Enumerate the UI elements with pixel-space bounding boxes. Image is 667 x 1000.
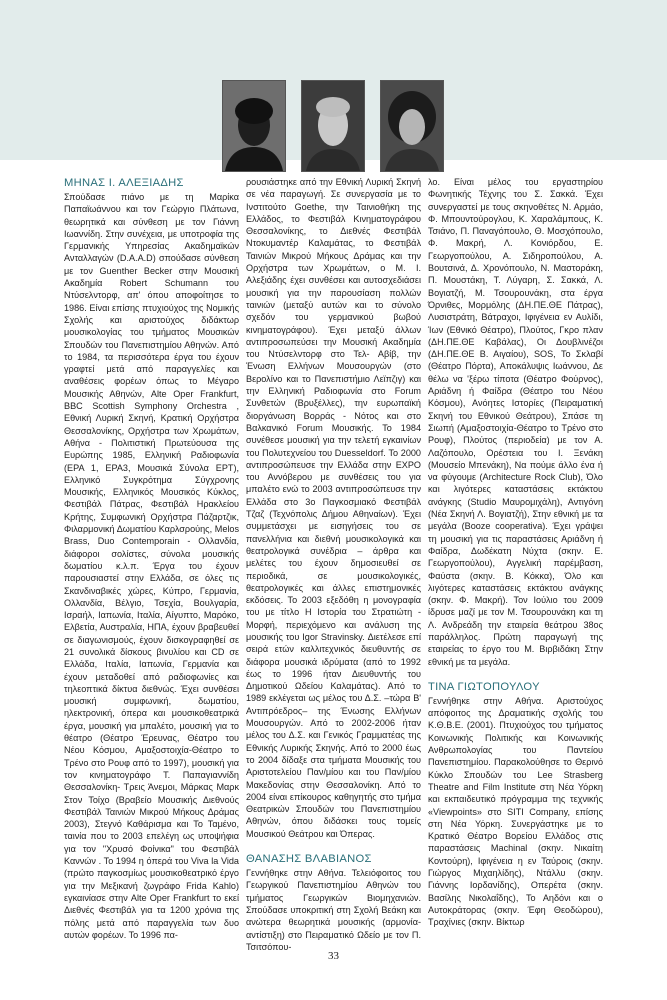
- text-column-3: [428, 176, 603, 929]
- bio-text-tina-giotopoulou: Γεννήθηκε στην Αθήνα. Αριστούχος απόφοιτος της Δραματικής σχολής του Κ.Θ.Β.Ε. (2001). Πτυχιούχος του τμήματος Κοινωνικής Πολιτικής και Κοινωνικής Ανθρωπολογίας του Παντείου Πανεπιστημίου. Παρακολούθησε το Θερινό Κύκλο Σπουδών του Lee Strasberg Theatre and Film Institute στη Νέα Υόρκη και εκπαιδευτικό πρόγραμμα της τεχνικής «Viewpoints» στο SITI Company, επίσης στη Νέα Υόρκη. Συνεργάστηκε με το Κρατικό Θέατρο Βορείου Ελλάδος στις παραστάσεις Machinal (σκην. Νικαίτη Κοντούρη), Ιφιγένεια η εν Ταύροις (σκην. Γιώργος Μιχαηλίδης), Ντάλλυ (σκην. Γιάννης Ιορδανίδης), Οπερέτα (σκην. Βασίλης Νικολαΐδης), Το Αηδόνι και ο Αυτοκράτορας (σκην. Έφη Θεοδώρου), Τραχίνιες (σκην. Βίκτωρ: [428, 695, 603, 928]
- page-number: 33: [328, 950, 339, 962]
- portrait-photo-1: [222, 80, 286, 172]
- text-column-1: [64, 176, 239, 941]
- heading-minas-alexiadis: ΜΗΝΑΣ Ι. ΑΛΕΞΙΑΔΗΣ: [64, 177, 184, 189]
- portrait-photo-2: [301, 80, 365, 172]
- bio-text-minas-alexiadis: Σπούδασε πιάνο με τη Μαρίκα Παπαϊωάννου και τον Γεώργιο Πλάτωνα, θεωρητικά και σύνθεση με τον Γιάννη Ιωαννίδη. Στην συνέχεια, με υποτροφία της Γερμανικής Υπηρεσίας Ακαδημαϊκών Ανταλλαγών (D.A.A.D) σπούδασε σύνθεση με τον Guenther Becker στην Μουσική Ακαδημία Robert Schumann του Ντύσελντορφ, απ' όπου αποφοίτησε το 1986. Είναι επίσης πτυχιούχος της Νομικής Σχολής και αριστούχος διδάκτωρ μουσικολογίας του τμήματος Μουσικών Σπουδών του Πανεπιστημίου Αθηνών. Από το 1984, τα περισσότερα έργα του έχουν γραφτεί μετά από παραγγελίες και αναθέσεις φορέων όπως το Μέγαρο Μουσικής Αθηνών, Alte Oper Frankfurt, BBC Scottish Symphony Orchestra , Εθνική Λυρική Σκηνή, Κρατική Ορχήστρα Θεσσαλονίκης, Ορχήστρα των Χρωμάτων, Αθήνα - Πολιτιστική Πρωτεύουσα της Ευρώπης 1985, Ελληνική Ραδιοφωνία (ΕΡΑ 1, ΕΡΑ3, Μουσικά Σύνολα ΕΡΤ), Ελληνικό Συγκρότημα Σύγχρονης Μουσικής, Ελληνικός Μουσικός Κύκλος, Φεστιβάλ Πάτρας, Φεστιβάλ Ηρακλείου Κρήτης, Συμφωνική Ορχήστρα Πάζαρτζικ, Φιλαρμονική Δωματίου Καρλσρούης, Melos Brass, Duo Contemporain - Ολλανδία, διάφοροι σολίστες, σύνολα μουσικής δωματίου κ.λ.π. Έργα του έχουν παρουσιαστεί στην Ελλάδα, σε όλες τις Σκανδιναβικές χώρες, Κύπρο, Γερμανία, Ολλανδία, Βέλγιο, Τσεχία, Βουλγαρία, Ισραήλ, Ιαπωνία, Ιταλία, Αίγυπτο, Μαρόκο, Ελβετία, Αυστραλία, ΗΠΑ, έχουν βραβευθεί σε διαγωνισμούς, έχουν δισκογραφηθεί σε 21 συνολικά δίσκους βινυλίου και CD σε Ελλάδα, Ιταλία, Ιαπωνία, Γερμανία και έχουν μεταδοθεί από ραδιοφωνίες και τηλεοπτικά δίκτυα διεθνώς. Έχει συνθέσει μουσική συμφωνική, δωματίου, ηλεκτρονική, όπερα και μουσικοθεατρικά έργα, μουσική για μπαλέτο, μουσική για το θέατρο (Θέατρο Έρευνας, Θέατρο του Νέου Κόσμου, Αμαξοστοιχία-Θέατρο το Τρένο στο Ρουφ από το 1997), μουσική για τον κινηματογράφο Τ. Παπαγιαννίδη Θεσσαλονίκη- Τρεις Άνεμοι, Μάρκας Μαρκ Στον Τοίχο (Βραβείο Μουσικής Διεθνούς Φεστιβάλ Ταινιών Μικρού Μήκους Δράμας 2003), Στεγνό Καθάρισμα και Το Ταμένο, ταινία που το 2003 επελέγη ως υποψήφια για τον "Χρυσό Φοίνικα" του Φεστιβάλ Καννών . Το 1994 η όπερά του Viva la Vida (πρώτο παγκοσμίως μουσικοθεατρικό έργο για την Μεξικανή ζωγράφο Frida Kahlo) εγκαινίασε στην Alte Oper Frankfurt το εκεί Διεθνές Φεστιβάλ για τα 1200 χρόνια της πόλης μετά από παραγγελία των δυο αυτών φορέων. Το 1996 πα-: [64, 192, 239, 940]
- heading-thanasis-vlavianos: ΘΑΝΑΣΗΣ ΒΛΑΒΙΑΝΟΣ: [246, 853, 372, 866]
- portrait-photo-3: [380, 80, 444, 172]
- bio-text-continued: ρουσιάστηκε από την Εθνική Λυρική Σκηνή σε νέα παραγωγή. Σε συνεργασία με το Ινστιτούτο Goethe, την Ταινιοθήκη της Ελλάδος, το Φεστιβάλ Κινηματογράφου Θεσσαλονίκης, το Διεθνές Φεστιβάλ Ντοκυμαντέρ Καλαμάτας, το Φεστιβάλ Ταινιών Μικρού Μήκους Δράμας και την Ορχήστρα των Χρωμάτων, ο Μ. Ι. Αλεξιάδης έχει συνθέσει και αυτοσχεδιάσει μουσική για την παρουσίαση πολλών ταινιών (μεταξύ αυτών και το σύνολο σχεδόν του γερμανικού βωβού κινηματογράφου). Έχει μεταξύ άλλων αντιπροσωπεύσει την Μουσική Ακαδημία του Ντύσελντορφ στο Τελ- Αβίβ, την Ένωση Ελλήνων Μουσουργών (στο Βερολίνο και το Πανεπιστήμιο Λεϊπζιγ) και την Ελληνική Ραδιοφωνία στο Forum Συνθετών (Βρυξέλλες), την ευρωπαϊκή διοργάνωση Βορράς - Νότος και στο Βαλκανικό Forum Μουσικής. Το 1984 συνέθεσε μουσική για την τελετή εγκαινίων του Πολυτεχνείου του Duesseldorf. Το 2000 αντιπροσώπευσε την Ελλάδα στην EXPO του Αννόβερου με συνθέσεις του για μπαλέτο ενώ το 2003 αντιπροσώπευσε την Ελλάδα στο 3ο Παγκοσμιακό Φεστιβάλ Τζαζ (Τεχνόπολις Δήμου Αθηναίων). Έχει συμμετάσχει με εισηγήσεις του σε πανελλήνια και διεθνή μουσικολογικά και θεατρολογικά συνέδρια – άρθρα και μελέτες του έχουν δημοσιευθεί σε περιοδικά, σε μουσικολογικές, θεατρολογικές και άλλες επιστημονικές εκδόσεις. Το 2003 εξεδόθη η μονογραφία του με τίτλο Η Ιστορία του Στρατιώτη - Μορφή, περιεχόμενο και ανάλυση της μουσικής του Igor Stravinsky. Διετέλεσε επί σειρά ετών καλλιτεχνικός διευθυντής σε διάφορα μουσικά ιδρύματα (από το 1992 έως το 1996 ήταν Διευθυντής του Δημοτικού Ωδείου Καλαμάτας). Από το 1989 εκλέγεται ως μέλος του Δ.Σ. –τώρα Β' Αντιπρόεδρος– της Ένωσης Ελλήνων Μουσουργών. Από το 2002-2006 ήταν μέλος του Δ.Σ. και Γενικός Γραμματέας της Εθνικής Λυρικής Σκηνής. Από το 2000 έως το 2004 δίδαξε στα τμήματα Μουσικής του Αριστοτελείου Παν/μίου και του Παν/μίου Μακεδονίας στην Θεσσαλονίκη. Από το 2004 είναι επίκουρος καθηγητής στο τμήμα Θεατρικών Σπουδών του Πανεπιστημίου Αθηνών, όπου διδάσκει τους τομείς Μουσικού Θεάτρου και Όπερας.: [246, 177, 421, 839]
- heading-tina-giotopoulou: ΤΙΝΑ ΓΙΩΤΟΠΟΥΛΟΥ: [428, 680, 540, 693]
- text-column-2: [246, 176, 421, 953]
- bio-text-vlavianos-continued: λο. Είναι μέλος του εργαστηρίου Φωνητικής Τέχνης του Σ. Σακκά. Έχει συνεργαστεί με τους σκηνοθέτες Ν. Αρμάο, Φ. Μπουντούρογλου, Κ. Χαραλάμπους, Κ. Τσιάνο, Π. Παναγόπουλο, Θ. Μοσχόπουλο, Φ. Μακρή, Λ. Κονιόρδου, Ε. Γεωργοπούλου, Α. Σιδηροπούλου, Α. Βουτσινά, Δ. Χρονόπουλο, Ν. Μαστοράκη, Π. Μουστάκη, Τ. Λύγαρη, Σ. Σακκά, Λ. Βογιατζή, Μ. Τσουρουνάκη, στα έργα Όρνιθες, Μορμόλης (ΔΗ.ΠΕ.ΘΕ Πάτρας), Λυσιστράτη, Βάτραχοι, Ιφιγένεια εν Αυλίδι, Ίων (Εθνικό Θέατρο), Πλούτος, Γκρο πλαν (ΔΗ.ΠΕ.ΘΕ Καβάλας), Οι Δουβλινέζοι (ΔΗ.ΠΕ.ΘΕ Β. Αιγαίου), SOS, Το Σκλαβί (Θέατρο Πόρτα), Αποκάλυψις Ιωάννου, Δε θέλω να 'ξέρω τίποτα (Θέατρο Φούρνος), Αριάδνη ή Φαίδρα (Θέατρο του Νέου Κόσμου), Ανόητες Ιστορίες (Πειραματική Σκηνή του Εθνικού Θεάτρου), Σπάσε τη Σιωπή (Αμαξοστοιχία-Θέατρο το Τρένο στο Ρουφ), Πλούτος (περιοδεία) με τον Α. Λαζόπουλο, Ορέστεια του Ι. Ξενάκη (Μουσείο Μπενάκη), Να πούμε άλλο ένα ή να φύγουμε (Architecture Rock Club), Όλο και λιγότερες καταστάσεις εκτάκτου ανάγκης (Studio Μαυρομιχάλη), Αντιγόνη (Νέα Σκηνή Λ. Βογιατζή), Στην εθνική με τα μεγάλα (Booze cooperativa). Έχει γράψει τη μουσική για τις παραστάσεις Αριάδνη ή Φαίδρα, Δωδέκατη Νύχτα (σκην. Ε. Γεωργοπούλου), Αγγελική παρέμβαση, Φαύστα (σκην. Β. Κόκκα), Όλο και λιγότερες καταστάσεις εκτάκτου ανάγκης (σκην. Φ. Μακρή). Τον Ιούλιο του 2009 ίδρυσε μαζί με τον Μ. Τσουρουνάκη και τη Λ. Ανδρεάδη την εταιρεία θεάτρου 38ος παράλληλος. Πρώτη παραγωγή της εταιρείας το έργο του Μ. Βιρβιδάκη Στην εθνική με τα μεγάλα.: [428, 177, 603, 667]
- bio-text-thanasis-vlavianos: Γεννήθηκε στην Αθήνα. Τελειόφοιτος του Γεωργικού Πανεπιστημίου Αθηνών του τμήματος Γεωργικών Βιομηχανιών. Σπούδασε υποκριτική στη Σχολή Βεάκη και ανώτερα θεωρητικά μουσικής (αρμονία-αντίστιξη) στο Πειραματικό Ωδείο με τον Π. Τσιτσόπου-: [246, 868, 421, 952]
